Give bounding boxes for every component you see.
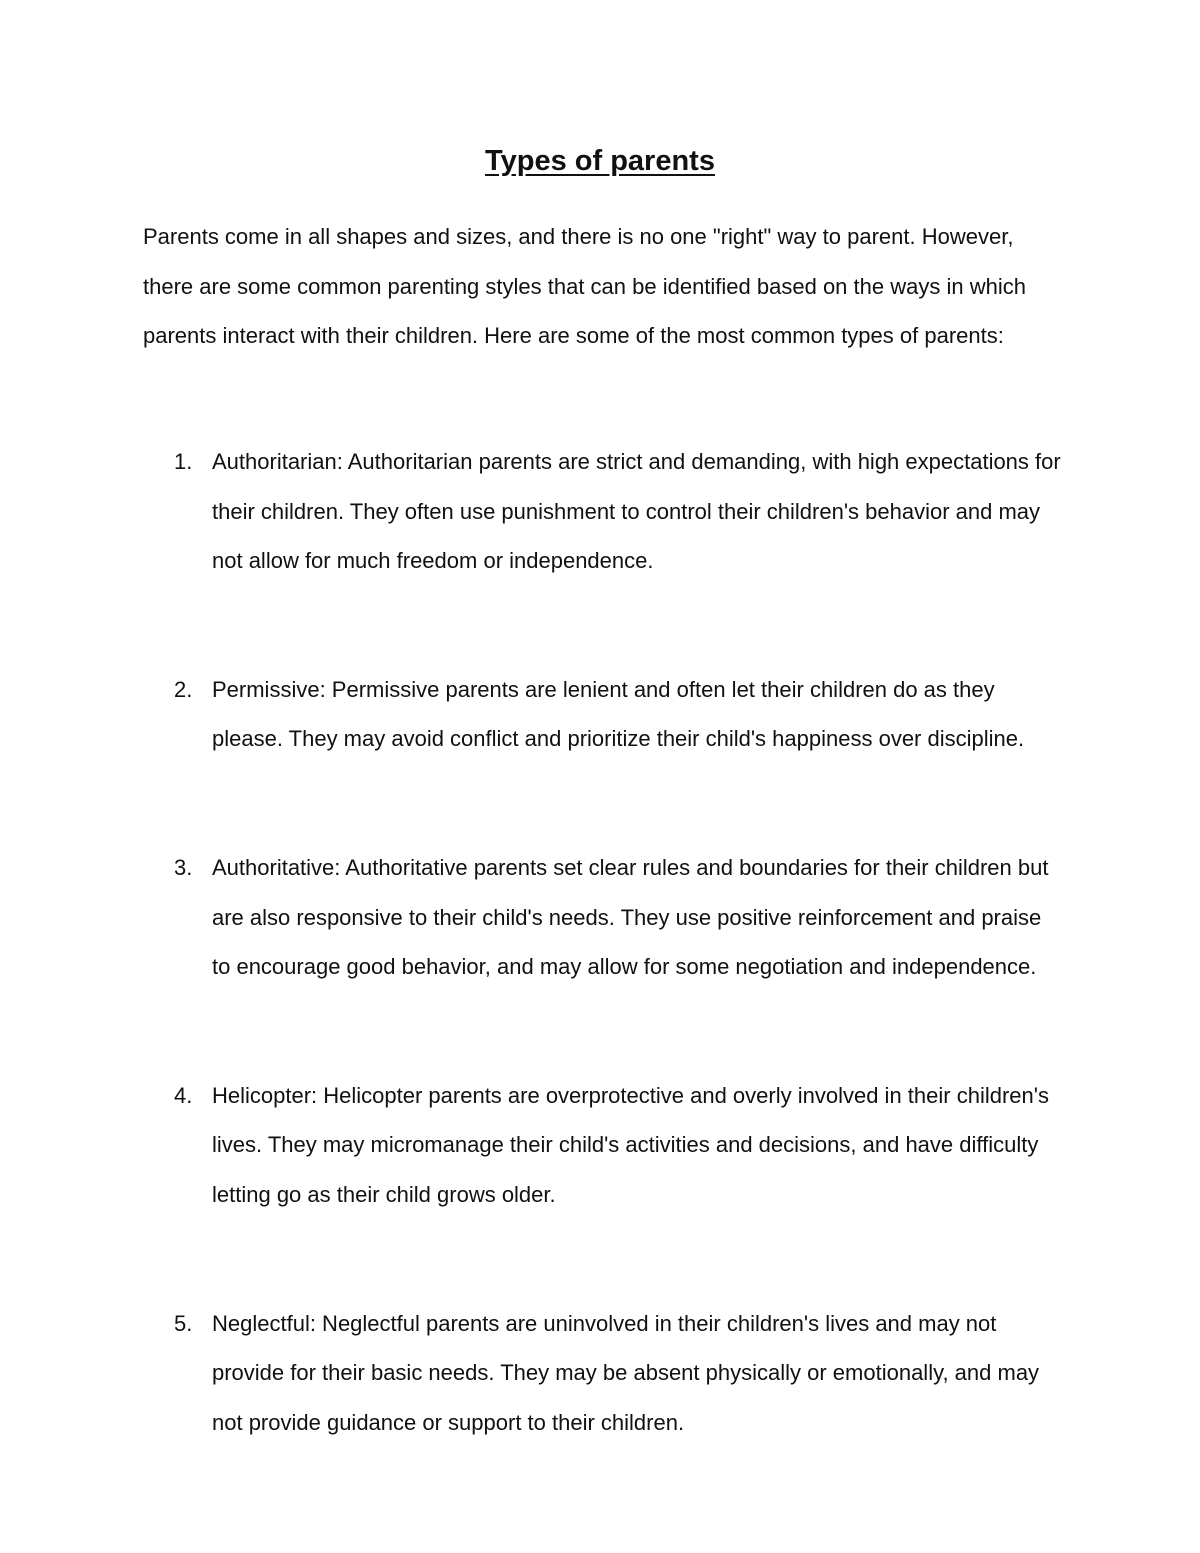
list-item-text: Helicopter: Helicopter parents are overprotective and overly involved in their children's lives. They may micromanage their child's activities and decisions, and have difficulty letting go as their child grows older. <box>212 1082 1049 1207</box>
list-item <box>143 1071 1063 1220</box>
list-item-number: 4. <box>174 1082 193 1108</box>
list-item-number: 1. <box>174 449 193 474</box>
page-title: Types of parents <box>485 145 715 177</box>
list-item <box>143 665 1063 764</box>
list-item-number: 2. <box>174 676 193 702</box>
parent-types-list <box>143 437 1063 1526</box>
list-item-text: Authoritative: Authoritative parents set clear rules and boundaries for their children but are also responsive to their child's needs. They use positive reinforcement and praise to encourage good behavior, and may allow for some negotiation and independence. <box>212 854 1049 980</box>
list-item-text: Neglectful: Neglectful parents are uninvolved in their children's lives and may not provide for their basic needs. They may be absent physically or emotionally, and may not provide guidance or support to their children. <box>212 1310 1040 1435</box>
list-item <box>143 437 1063 586</box>
list-item-text: Authoritarian: Authoritarian parents are strict and demanding, with high expectations for their children. They often use punishment to control their children's behavior and may not allow for much freedom or independence. <box>212 449 1061 574</box>
list-item <box>143 843 1063 992</box>
intro-paragraph: Parents come in all shapes and sizes, and there is no one "right" way to parent. However, there are some common parenting styles that can be identified based on the ways in which parents interact with their children. Here are some of the most common types of parents: <box>143 224 1026 349</box>
list-item-number: 3. <box>174 854 193 880</box>
list-item <box>143 1299 1063 1448</box>
list-item-number: 5. <box>174 1310 193 1336</box>
list-item-text: Permissive: Permissive parents are lenient and often let their children do as they please. They may avoid conflict and prioritize their child's happiness over discipline. <box>212 676 1025 752</box>
